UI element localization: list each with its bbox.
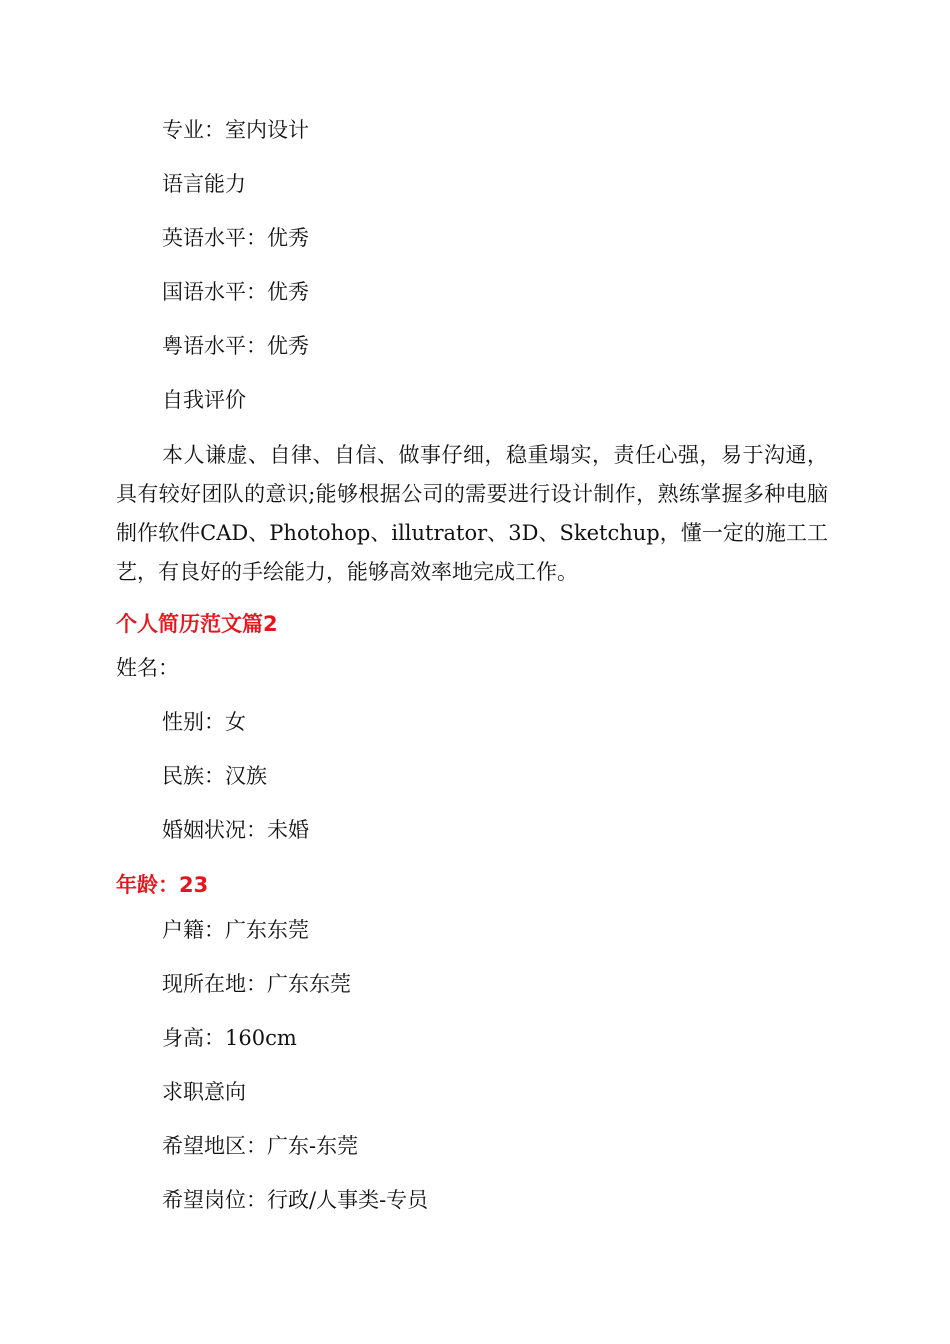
language-ability-heading: 语言能力 [162,172,246,196]
section-2-heading: 个人简历范文篇2 [116,612,278,636]
gender-line: 性别：女 [162,710,246,734]
self-evaluation-heading: 自我评价 [162,388,246,412]
ethnicity-line: 民族：汉族 [162,764,267,788]
marital-status-line: 婚姻状况：未婚 [162,818,309,842]
height-line: 身高：160cm [162,1026,297,1050]
current-location-line: 现所在地：广东东莞 [162,972,351,996]
major-line: 专业：室内设计 [162,118,309,142]
mandarin-level-line: 国语水平：优秀 [162,280,309,304]
self-evaluation-paragraph: 本人谦虚、自律、自信、做事仔细，稳重塌实，责任心强，易于沟通，具有较好团队的意识;能够根据公司的需要进行设计制作，熟练掌握多种电脑制作软件CAD、Photohop、illutrator、3D、Sketchup，懂一定的施工工艺，有良好的手绘能力，能够高效率地完成工作。 [116,443,828,584]
age-heading: 年龄：23 [116,873,209,897]
job-intention-heading: 求职意向 [162,1080,246,1104]
desired-region-line: 希望地区：广东-东莞 [162,1134,359,1158]
cantonese-level-line: 粤语水平：优秀 [162,334,309,358]
name-label: 姓名： [116,656,179,680]
household-registration-line: 户籍：广东东莞 [162,918,309,942]
english-level-line: 英语水平：优秀 [162,226,309,250]
desired-position-line: 希望岗位：行政/人事类-专员 [162,1188,429,1212]
